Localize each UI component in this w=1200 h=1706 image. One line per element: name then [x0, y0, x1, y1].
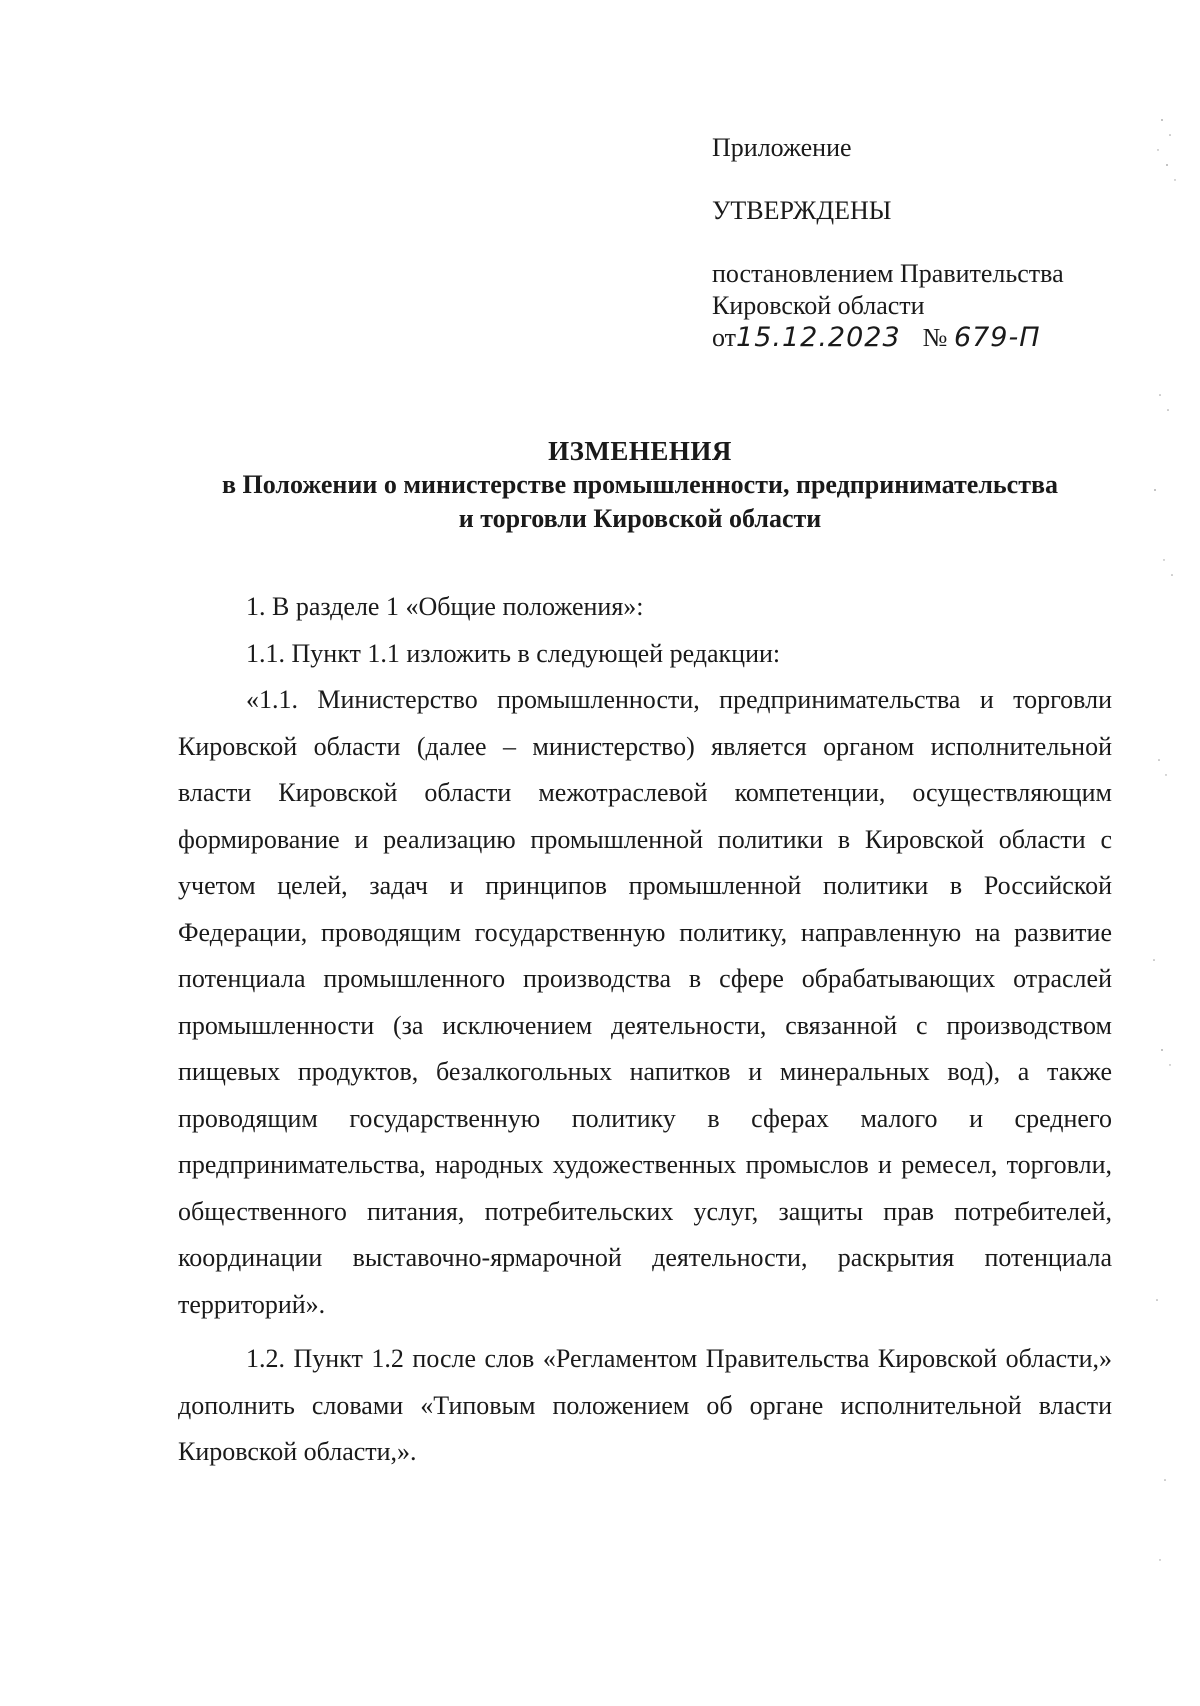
- document-body: [178, 584, 1112, 1476]
- date-prefix: от: [712, 323, 737, 352]
- decree-line-1: постановлением Правительства: [712, 259, 1064, 288]
- paragraph-quote: «1.1. Министерство промышленности, предпринимательства и торговли Кировской области (далее – министерство) является органом исполнительной власти Кировской области межотраслевой компетенции, осуществляющим формирование и реализацию промышленной политики в Кировской области с учетом целей, задач и принципов промышленной политики в Российской Федерации, проводящим государственную политику, направленную на развитие потенциала промышленного производства в сфере обрабатывающих отраслей промышленности (за исключением деятельности, связанной с производством пищевых продуктов, безалкогольных напитков и минеральных вод), а также проводящим государственную политику в сферах малого и среднего предпринимательства, народных художественных промыслов и ремесел, торговли, общественного питания, потребительских услуг, защиты прав потребителей, координации выставочно-ярмарочной деятельности, раскрытия потенциала территорий».: [178, 685, 1112, 1319]
- paragraph-1-1: 1.1. Пункт 1.1 изложить в следующей редакции:: [246, 638, 781, 668]
- handwritten-number: 679-П: [953, 322, 1041, 353]
- title-line-3: и торговли Кировской области: [458, 504, 822, 533]
- handwritten-date: 15.12.2023: [736, 322, 901, 353]
- document-title: [150, 434, 1130, 536]
- paragraph-1: 1. В разделе 1 «Общие положения»:: [246, 592, 644, 621]
- number-sign: №: [922, 323, 948, 352]
- appendix-label: Приложение: [712, 133, 852, 162]
- approved-label: УТВЕРЖДЕНЫ: [712, 196, 892, 225]
- decree-date-line: [712, 322, 1152, 354]
- paragraph-1-2: 1.2. Пункт 1.2 после слов «Регламентом Правительства Кировской области,» дополнить словами «Типовым положением об органе исполнительной власти Кировской области,».: [178, 1344, 1112, 1466]
- title-line-2: в Положении о министерстве промышленности, предпринимательства: [221, 470, 1059, 499]
- title-main: ИЗМЕНЕНИЯ: [548, 436, 732, 466]
- decree-line-2: Кировской области: [712, 291, 925, 320]
- approval-block: [712, 132, 1152, 354]
